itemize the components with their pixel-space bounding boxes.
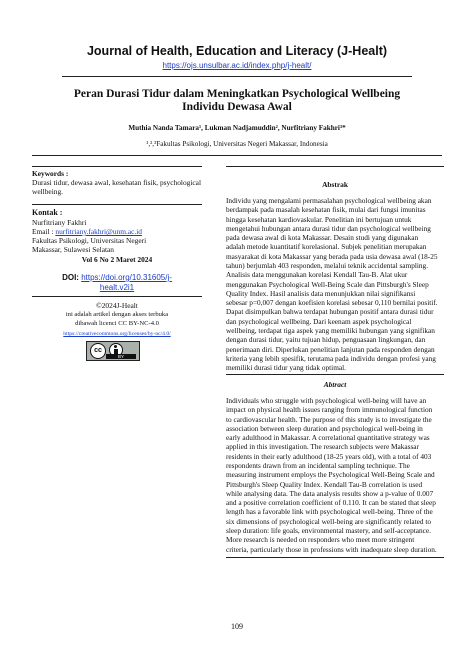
article-authors: Muthia Nanda Tamara¹, Lukman Nadjamuddin², Nurfitriany Fakhri³* [128,124,346,132]
abstrak-line: Dapat disimpulkan bahwa terdapat hubungan positif antara durasi tidur [226,307,434,317]
contact-heading: Kontak : [32,208,63,217]
email-label: Email : [32,227,56,236]
abstract-line: sleep duration: life goals, environmental mastery, and self-acceptance. [226,525,431,535]
page-number: 109 [231,622,243,631]
abstrak-line: dan psychological wellbeing. Dari keenam aspek psychological [226,316,412,326]
keywords-text: Durasi tidur, dewasa awal, kesehatan fisik, psychological wellbeing. [32,178,202,197]
article-affiliation: ¹,²,³Fakultas Psikologi, Universitas Negeri Makassar, Indonesia [146,140,328,148]
cc-license-badge[interactable] [86,341,140,361]
license-line-2: dibawah licenci CC BY-NC-4.0 [75,320,159,327]
abstract-line: association between sleep duration and psychological well-being in [226,423,423,433]
abstrak-line: tahun) berjumlah 403 responden, melalui teknik accidental sampling. [226,260,429,270]
abstrak-divider [226,374,444,375]
email-link[interactable]: nurfitriany.fakhri@unm.ac.id [55,227,142,236]
abstract-line: early adulthood in Makassar. A correlational quantitative strategy was [226,433,430,443]
abstrak-line: wellbeing, terdapat tiga aspek yang memiliki hubungan yang signifikan [226,325,435,335]
article-title: Peran Durasi Tidur dalam Meningkatkan Psychological Wellbeing Individu Dewasa Awal [73,88,401,113]
abstract-line: residents in their early adulthood (18-25 years old), with a total of 403 [226,451,432,461]
abstrak-line: adalah metode kuantitatif korelasional. Subjek penelitian merupakan [226,242,427,252]
abstrak-line: memiliki durasi tidur yang tidak optimal. [226,363,346,373]
abstract-line: criteria, particularly those in professions with inadequate sleep duration. [226,544,437,554]
abstrak-line: dengan durasi tidur, yaitu tujuan hidup, penguasaan lingkungan, dan [226,335,426,345]
abstract-line: Pittsburgh's Sleep Quality Index. Kendall Tau-B correlation is used [226,479,423,489]
abstract-line: and a positive correlation coefficient of 0.110. It can be stated that sleep [226,498,436,508]
abstract-line: applied in this investigation. The research subjects were Makassar [226,442,419,452]
copyright: ©2024J-Healt [96,301,138,310]
abstract-line: impact on physical health issues ranging from immunological function [226,405,433,415]
doi-divider [32,296,202,297]
journal-url-link[interactable]: https://ojs.unsulbar.ac.id/index.php/j-healt/ [162,61,312,70]
sidebar-top-divider [32,166,202,167]
keywords-heading: Keywords : [32,169,69,178]
abstrak-line: berdampak pada masalah kesehatan fisik, mulai dari fungsi imunitas [226,205,426,215]
abstract-line: respondents drawn from an incidental sampling technique. The [226,460,410,470]
doi-block [32,273,202,293]
doi-link[interactable]: https://doi.org/10.31605/j- [81,273,172,282]
abstrak-line: menggunakan Psychological Well-Being Scale dan Pittsburgh's Sleep [226,279,429,289]
abstract-body [226,396,444,554]
abstrak-line: mengetahui hubungan antara durasi tidur dan psychological wellbeing [226,223,431,233]
abstrak-line: masyarakat di kota Makassar yang berada pada usia dewasa awal (18-25 [226,251,438,261]
abstract-line: Individuals who struggle with psychological well-being will have an [226,396,427,405]
volume-info: Vol 6 No 2 Maret 2024 [81,255,153,264]
abstract-line: six dimensions of psychological well-being are significantly related to [226,516,432,526]
title-divider [32,155,442,156]
address-line-1: Fakultas Psikologi, Universitas Negeri [32,236,147,245]
cc-by-label: BY [106,354,136,359]
doi-label: DOI: [62,273,82,282]
abstrak-line: Quality Index. Hasil analisis data menunjukkan nilai signifikansi [226,288,416,298]
abstrak-line: Individu yang mengalami permasalahan psychological wellbeing akan [226,196,432,205]
abstrak-heading: Abstrak [322,180,348,189]
license-url-link[interactable]: https://creativecommons.org/licenses/by-nc/4.0/ [63,331,171,337]
doi-link-continued[interactable]: healt.v2i1 [99,283,135,292]
abstrak-line: hingga kesehatan kardiovaskular. Penelitian ini bertujuan untuk [226,214,412,224]
cc-icon: cc [90,343,106,359]
address-line-2: Makassar, Sulawesi Selatan [32,245,115,254]
abstrak-top-divider [226,166,444,167]
abstract-line: measuring instrument employs the Psychological Well-Being Scale and [226,470,435,480]
abstrak-line: Analisis data menggunakan korelasi Kendall Tau-B. Alat ukur [226,270,408,280]
abstrak-line: pada dewasa awal di kota Makassar. Desain studi yang digunakan [226,233,419,243]
abstract-line: length has a favorable link with psychological well-being. Three of the [226,507,433,517]
abstrak-line: penerimaan diri. Diperlukan penelitian lanjutan pada responden dengan [226,344,435,354]
journal-title: Journal of Health, Education and Literacy (J-Healt) [86,44,388,58]
abstract-bottom-divider [226,557,444,558]
abstract-heading: Abtract [323,380,347,389]
keywords-divider [32,204,202,205]
abstrak-line: kriteria yang lebih spesifik, terutama pada individu dengan profesi yang [226,353,436,363]
license-line-1: ini adalah artikel dengan akses terbuka [65,311,169,318]
contact-name: Nurfitriany Fakhri [32,218,87,227]
abstract-line: to cardiovascular health. The purpose of this study is to investigate the [226,414,432,424]
abstract-line: More research is needed on responders who meet more stringent [226,535,415,545]
contact-email-line [32,227,202,236]
abstrak-line: sebesar p=0,007 dengan koefisien korelasi sebesar 0,110 bernilai positif. [226,298,438,308]
header-divider [62,76,412,77]
abstrak-body [226,196,444,372]
abstract-line: while analysing data. The data analysis results show a p-value of 0.007 [226,488,434,498]
